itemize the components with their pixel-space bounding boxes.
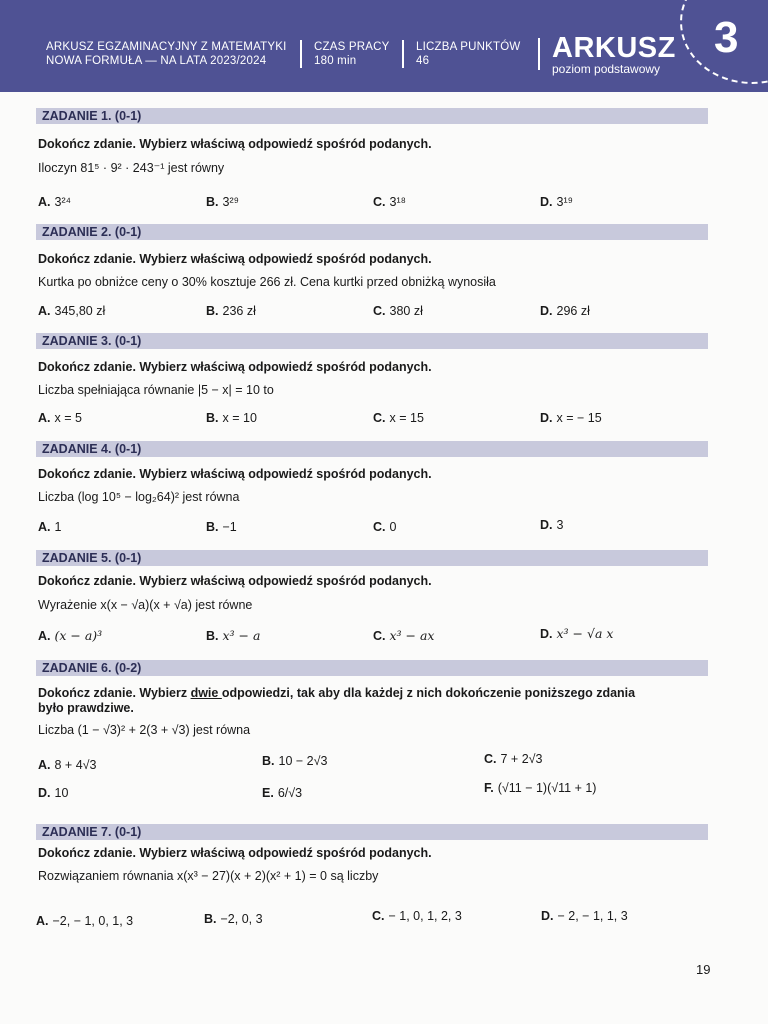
task-title: ZADANIE 4. (0-1) [42, 442, 142, 456]
answer-option-b[interactable]: B. x³ − a [206, 628, 261, 643]
answer-option-a[interactable]: A. 1 [38, 520, 62, 534]
task-title: ZADANIE 3. (0-1) [42, 334, 142, 348]
header-divider [300, 40, 302, 68]
answer-option-a[interactable]: A. (x − a)³ [38, 628, 103, 643]
answer-option-d[interactable]: D. − 2, − 1, 1, 3 [541, 909, 628, 923]
answer-option-b[interactable]: B. 236 zł [206, 304, 256, 318]
task-instruction: Dokończ zdanie. Wybierz właściwą odpowiedź spośród podanych. [38, 846, 432, 860]
task-stem: Rozwiązaniem równania x(x³ − 27)(x + 2)(x² + 1) = 0 są liczby [38, 869, 379, 883]
header-divider [402, 40, 404, 68]
task-title: ZADANIE 7. (0-1) [42, 825, 142, 839]
task-title: ZADANIE 2. (0-1) [42, 225, 142, 239]
answer-option-c[interactable]: C. 380 zł [373, 304, 423, 318]
answer-option-c[interactable]: C. x = 15 [373, 411, 424, 425]
header-divider [538, 38, 540, 70]
task-instruction-line2: było prawdziwe. [38, 701, 134, 715]
sheet-level: poziom podstawowy [552, 62, 661, 76]
answer-option-c[interactable]: C. x³ − ax [373, 628, 435, 643]
exam-subject-line2: NOWA FORMUŁA — NA LATA 2023/2024 [46, 55, 267, 67]
answer-option-b[interactable]: B. 10 − 2√3 [262, 754, 328, 768]
answer-option-b[interactable]: B. −1 [206, 520, 237, 534]
answer-option-f[interactable]: F. (√11 − 1)(√11 + 1) [484, 781, 597, 795]
exam-header [0, 0, 768, 92]
answer-option-c[interactable]: C. 0 [373, 520, 397, 534]
points-label: LICZBA PUNKTÓW [416, 41, 521, 53]
task-stem: Wyrażenie x(x − √a)(x + √a) jest równe [38, 598, 253, 612]
task-instruction: Dokończ zdanie. Wybierz właściwą odpowiedź spośród podanych. [38, 574, 432, 588]
time-value: 180 min [314, 55, 357, 67]
task-title: ZADANIE 6. (0-2) [42, 661, 142, 675]
time-label: CZAS PRACY [314, 41, 390, 53]
answer-option-b[interactable]: B. 3²⁹ [206, 195, 239, 209]
answer-option-c[interactable]: C. 3¹⁸ [373, 195, 406, 209]
task-stem: Liczba (1 − √3)² + 2(3 + √3) jest równa [38, 723, 251, 737]
answer-option-a[interactable]: A. −2, − 1, 0, 1, 3 [36, 914, 134, 928]
answer-option-a[interactable]: A. 345,80 zł [38, 304, 106, 318]
task-stem: Kurtka po obniżce ceny o 30% kosztuje 266 zł. Cena kurtki przed obniżką wynosiła [38, 275, 496, 289]
exam-subject-line1: ARKUSZ EGZAMINACYJNY Z MATEMATYKI [46, 41, 287, 53]
answer-option-a[interactable]: A. 8 + 4√3 [38, 758, 97, 772]
answer-option-a[interactable]: A. x = 5 [38, 411, 82, 425]
answer-option-c[interactable]: C. − 1, 0, 1, 2, 3 [372, 909, 462, 923]
sheet-number: 3 [714, 13, 739, 62]
task-instruction: Dokończ zdanie. Wybierz właściwą odpowiedź spośród podanych. [38, 360, 432, 374]
answer-option-b[interactable]: B. x = 10 [206, 411, 257, 425]
task-instruction: Dokończ zdanie. Wybierz właściwą odpowiedź spośród podanych. [38, 252, 432, 266]
task-stem: Iloczyn 81⁵ · 9² · 243⁻¹ jest równy [38, 161, 225, 175]
answer-option-b[interactable]: B. −2, 0, 3 [204, 912, 263, 926]
page-number: 19 [696, 962, 711, 977]
task-instruction: Dokończ zdanie. Wybierz właściwą odpowiedź spośród podanych. [38, 467, 432, 481]
task-title: ZADANIE 5. (0-1) [42, 551, 142, 565]
task-title: ZADANIE 1. (0-1) [42, 109, 142, 123]
sheet-title: ARKUSZ [552, 32, 676, 64]
task-stem: Liczba spełniająca równanie |5 − x| = 10 to [38, 383, 274, 397]
answer-option-d[interactable]: D. x³ − √a x [540, 626, 614, 641]
answer-option-c[interactable]: C. 7 + 2√3 [484, 752, 543, 766]
answer-option-d[interactable]: D. 3 [540, 518, 564, 532]
answer-option-d[interactable]: D. 296 zł [540, 304, 590, 318]
answer-option-d[interactable]: D. 10 [38, 786, 69, 800]
task-instruction: Dokończ zdanie. Wybierz właściwą odpowiedź spośród podanych. [38, 137, 432, 151]
answer-option-d[interactable]: D. 3¹⁹ [540, 195, 573, 209]
answer-option-a[interactable]: A. 3²⁴ [38, 195, 71, 209]
task-stem: Liczba (log 10⁵ − log₂64)² jest równa [38, 490, 240, 504]
task-instruction: Dokończ zdanie. Wybierz dwie odpowiedzi, tak aby dla każdej z nich dokończenie poniższego zdania [38, 686, 636, 700]
points-value: 46 [416, 55, 430, 67]
answer-option-e[interactable]: E. 6/√3 [262, 786, 303, 800]
answer-option-d[interactable]: D. x = − 15 [540, 411, 602, 425]
